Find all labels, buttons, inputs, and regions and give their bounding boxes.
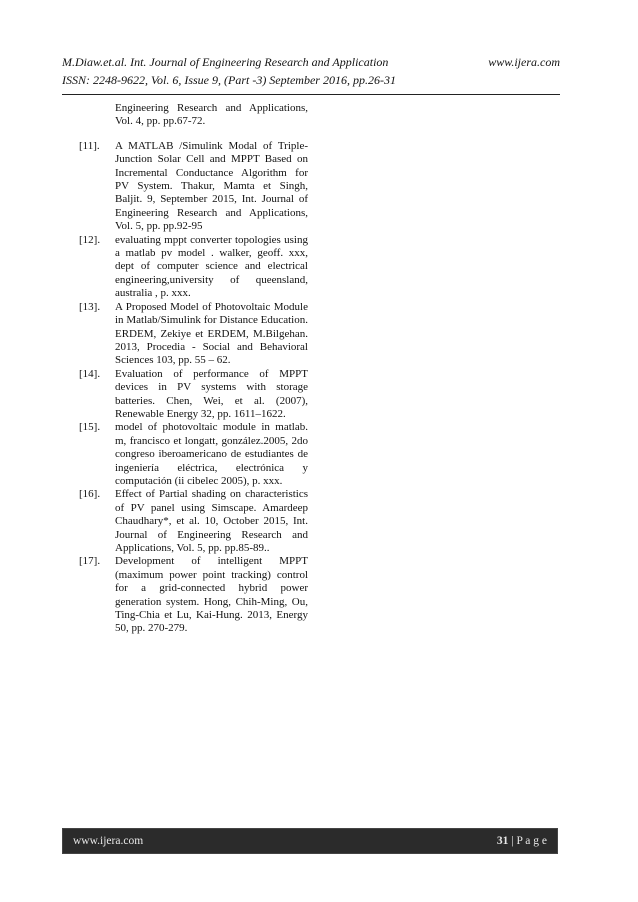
reference-item — [79, 421, 308, 488]
reference-item — [79, 234, 308, 301]
reference-item — [79, 301, 308, 368]
reference-text: evaluating mppt converter topologies using a matlab pv model . walker, geoff. xxx, dept of computer science and electrical engineering,university of queensland, australia , p. xxx. — [115, 233, 308, 300]
reference-item — [79, 368, 308, 422]
reference-text: A MATLAB /Simulink Modal of Triple-Junction Solar Cell and MPPT Based on Incremental Conductance Algorithm for PV System. Thakur, Mamta et Singh, Baljit. 9, September 2015, Int. Journal of Engineering Research and Applications, Vol. 5, pp. pp.92-95 — [115, 139, 308, 233]
journal-title: M.Diaw.et.al. Int. Journal of Engineering Research and Application — [62, 55, 389, 69]
page-label: | P a g e — [508, 835, 547, 847]
reference-item — [79, 555, 308, 635]
reference-text: Evaluation of performance of MPPT devices in PV systems with storage batteries. Chen, Wei, et al. (2007), Renewable Energy 32, pp. 1611–1622. — [115, 367, 308, 420]
header-website-link[interactable]: www.ijera.com — [488, 55, 560, 69]
issn-line: ISSN: 2248-9622, Vol. 6, Issue 9, (Part -3) September 2016, pp.26-31 — [62, 73, 396, 87]
reference-text: A Proposed Model of Photovoltaic Module in Matlab/Simulink for Distance Education. ERDEM, Zekiye et ERDEM, M.Bilgehan. 2013, Procedia - Social and Behavioral Sciences 103, pp. 55 – 62. — [115, 300, 308, 367]
header-divider — [62, 94, 560, 95]
reference-number — [79, 102, 115, 129]
page-footer — [62, 828, 558, 854]
reference-number: [15]. — [79, 421, 101, 434]
reference-text: Effect of Partial shading on characteristics of PV panel using Simscape. Amardeep Chaudhary*, et al. 10, October 2015, Int. Journal of Engineering Research and Applications, Vol. 5, pp. pp.85-89.. — [115, 488, 308, 554]
footer-website-link[interactable]: www.ijera.com — [73, 835, 144, 847]
reference-text: model of photovoltaic module in matlab. m, francisco et longatt, gonzález.2005, 2do congreso iberoamericano de estudiantes de ingeniería eléctrica, electrónica y computación (ii cibelec 2005), p. xxx. — [115, 421, 308, 487]
page-header — [62, 54, 560, 88]
reference-text: Development of intelligent MPPT (maximum power point tracking) control for a grid-connected hybrid power generation system. Hong, Chih-Ming, Ou, Ting-Chia et Lu, Kai-Hung. 2013, Energy 50, pp. 270-279. — [115, 555, 308, 635]
reference-item — [79, 102, 308, 129]
reference-list — [79, 102, 308, 636]
reference-number: [11]. — [79, 139, 100, 152]
page-indicator — [497, 835, 547, 847]
reference-number: [16]. — [79, 488, 101, 501]
reference-number: [13]. — [79, 300, 101, 313]
page-number: 31 — [496, 835, 509, 847]
reference-text: Engineering Research and Applications, Vol. 4, pp. pp.67-72. — [115, 102, 308, 128]
reference-item — [79, 488, 308, 555]
header-row — [62, 54, 560, 70]
reference-number: [17]. — [79, 555, 101, 568]
reference-number: [12]. — [79, 233, 101, 246]
reference-item — [79, 140, 308, 234]
reference-number: [14]. — [79, 367, 101, 380]
